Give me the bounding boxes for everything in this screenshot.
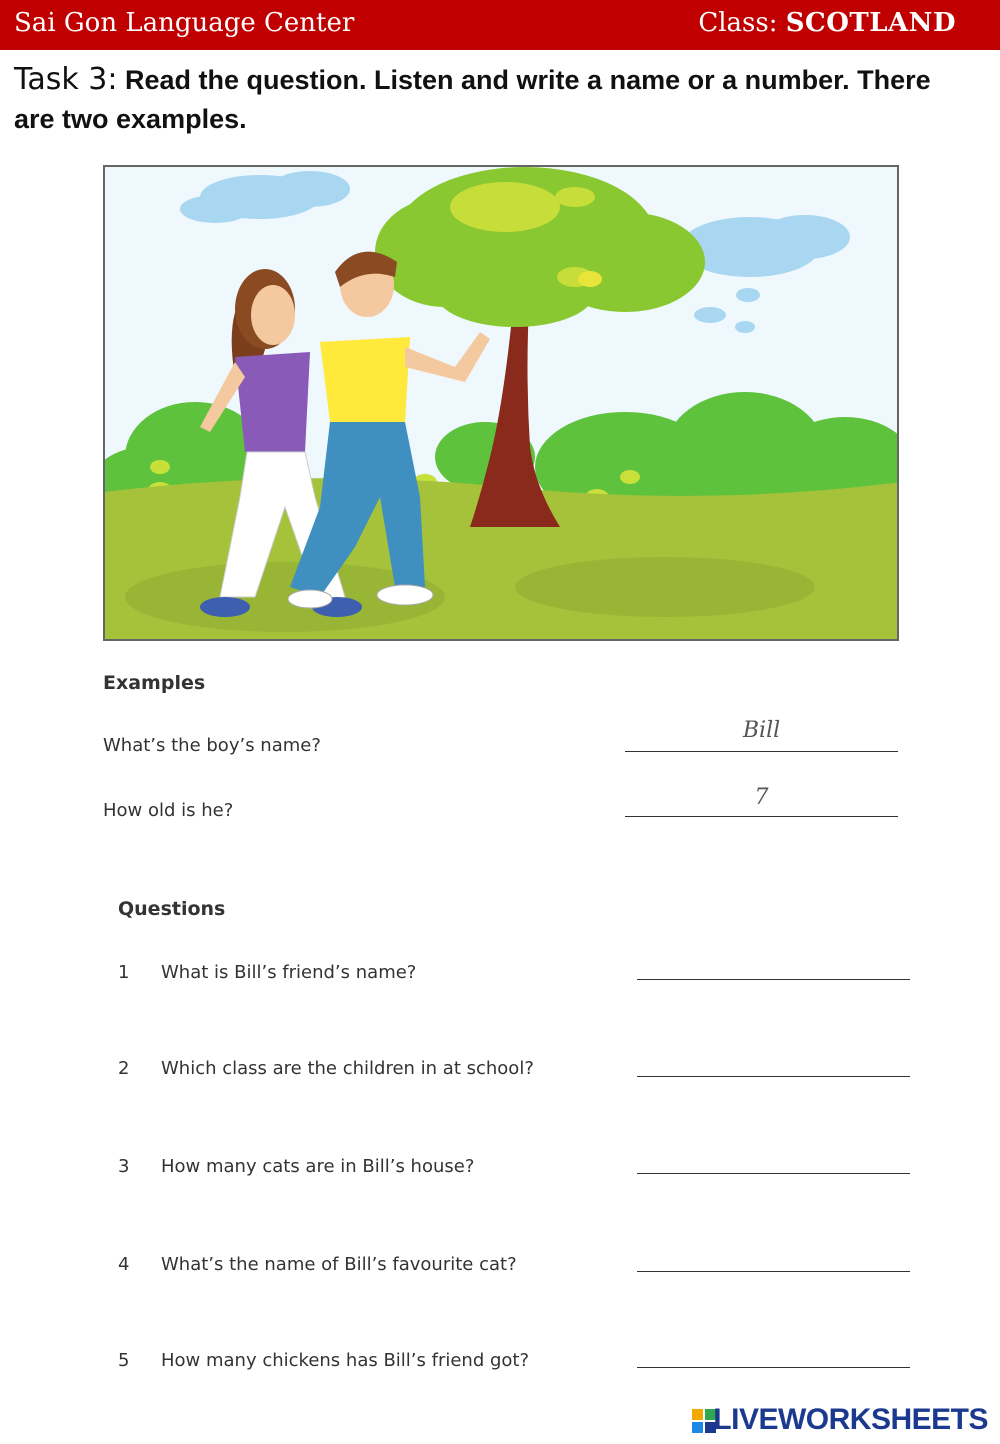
question-number-5: 5 — [118, 1350, 130, 1371]
question-number-1: 1 — [118, 962, 130, 983]
header-bar — [0, 0, 1000, 50]
liveworksheets-brand[interactable]: LIVEWORKSHEETS — [713, 1403, 988, 1436]
question-text-2: Which class are the children in at school? — [161, 1058, 534, 1079]
park-scene-image — [105, 167, 899, 641]
class-info — [698, 8, 956, 38]
answer-line-4[interactable] — [637, 1271, 910, 1272]
answer-line-2[interactable] — [637, 1076, 910, 1077]
example-answer-line-1 — [625, 751, 898, 752]
example-question-2: How old is he? — [103, 800, 234, 821]
example-question-1: What’s the boy’s name? — [103, 735, 321, 756]
question-number-2: 2 — [118, 1058, 130, 1079]
question-number-3: 3 — [118, 1156, 130, 1177]
question-text-1: What is Bill’s friend’s name? — [161, 962, 417, 983]
question-text-4: What’s the name of Bill’s favourite cat? — [161, 1254, 517, 1275]
task-label: Task 3: — [14, 62, 118, 97]
task-instruction — [14, 60, 974, 139]
task-text: Read the question. Listen and write a name or a number. There are two examples. — [14, 65, 931, 134]
examples-title: Examples — [103, 672, 206, 694]
answer-line-1[interactable] — [637, 979, 910, 980]
class-name: SCOTLAND — [785, 8, 956, 38]
example-answer-2: 7 — [754, 785, 769, 810]
questions-title: Questions — [118, 898, 226, 920]
answer-line-5[interactable] — [637, 1367, 910, 1368]
question-text-3: How many cats are in Bill’s house? — [161, 1156, 475, 1177]
example-answer-line-2 — [625, 816, 898, 817]
question-number-4: 4 — [118, 1254, 130, 1275]
school-name: Sai Gon Language Center — [14, 8, 355, 38]
example-answer-1: Bill — [742, 718, 781, 743]
park-illustration — [103, 165, 899, 641]
answer-line-3[interactable] — [637, 1173, 910, 1174]
question-text-5: How many chickens has Bill’s friend got? — [161, 1350, 530, 1371]
class-label: Class: — [698, 8, 778, 38]
